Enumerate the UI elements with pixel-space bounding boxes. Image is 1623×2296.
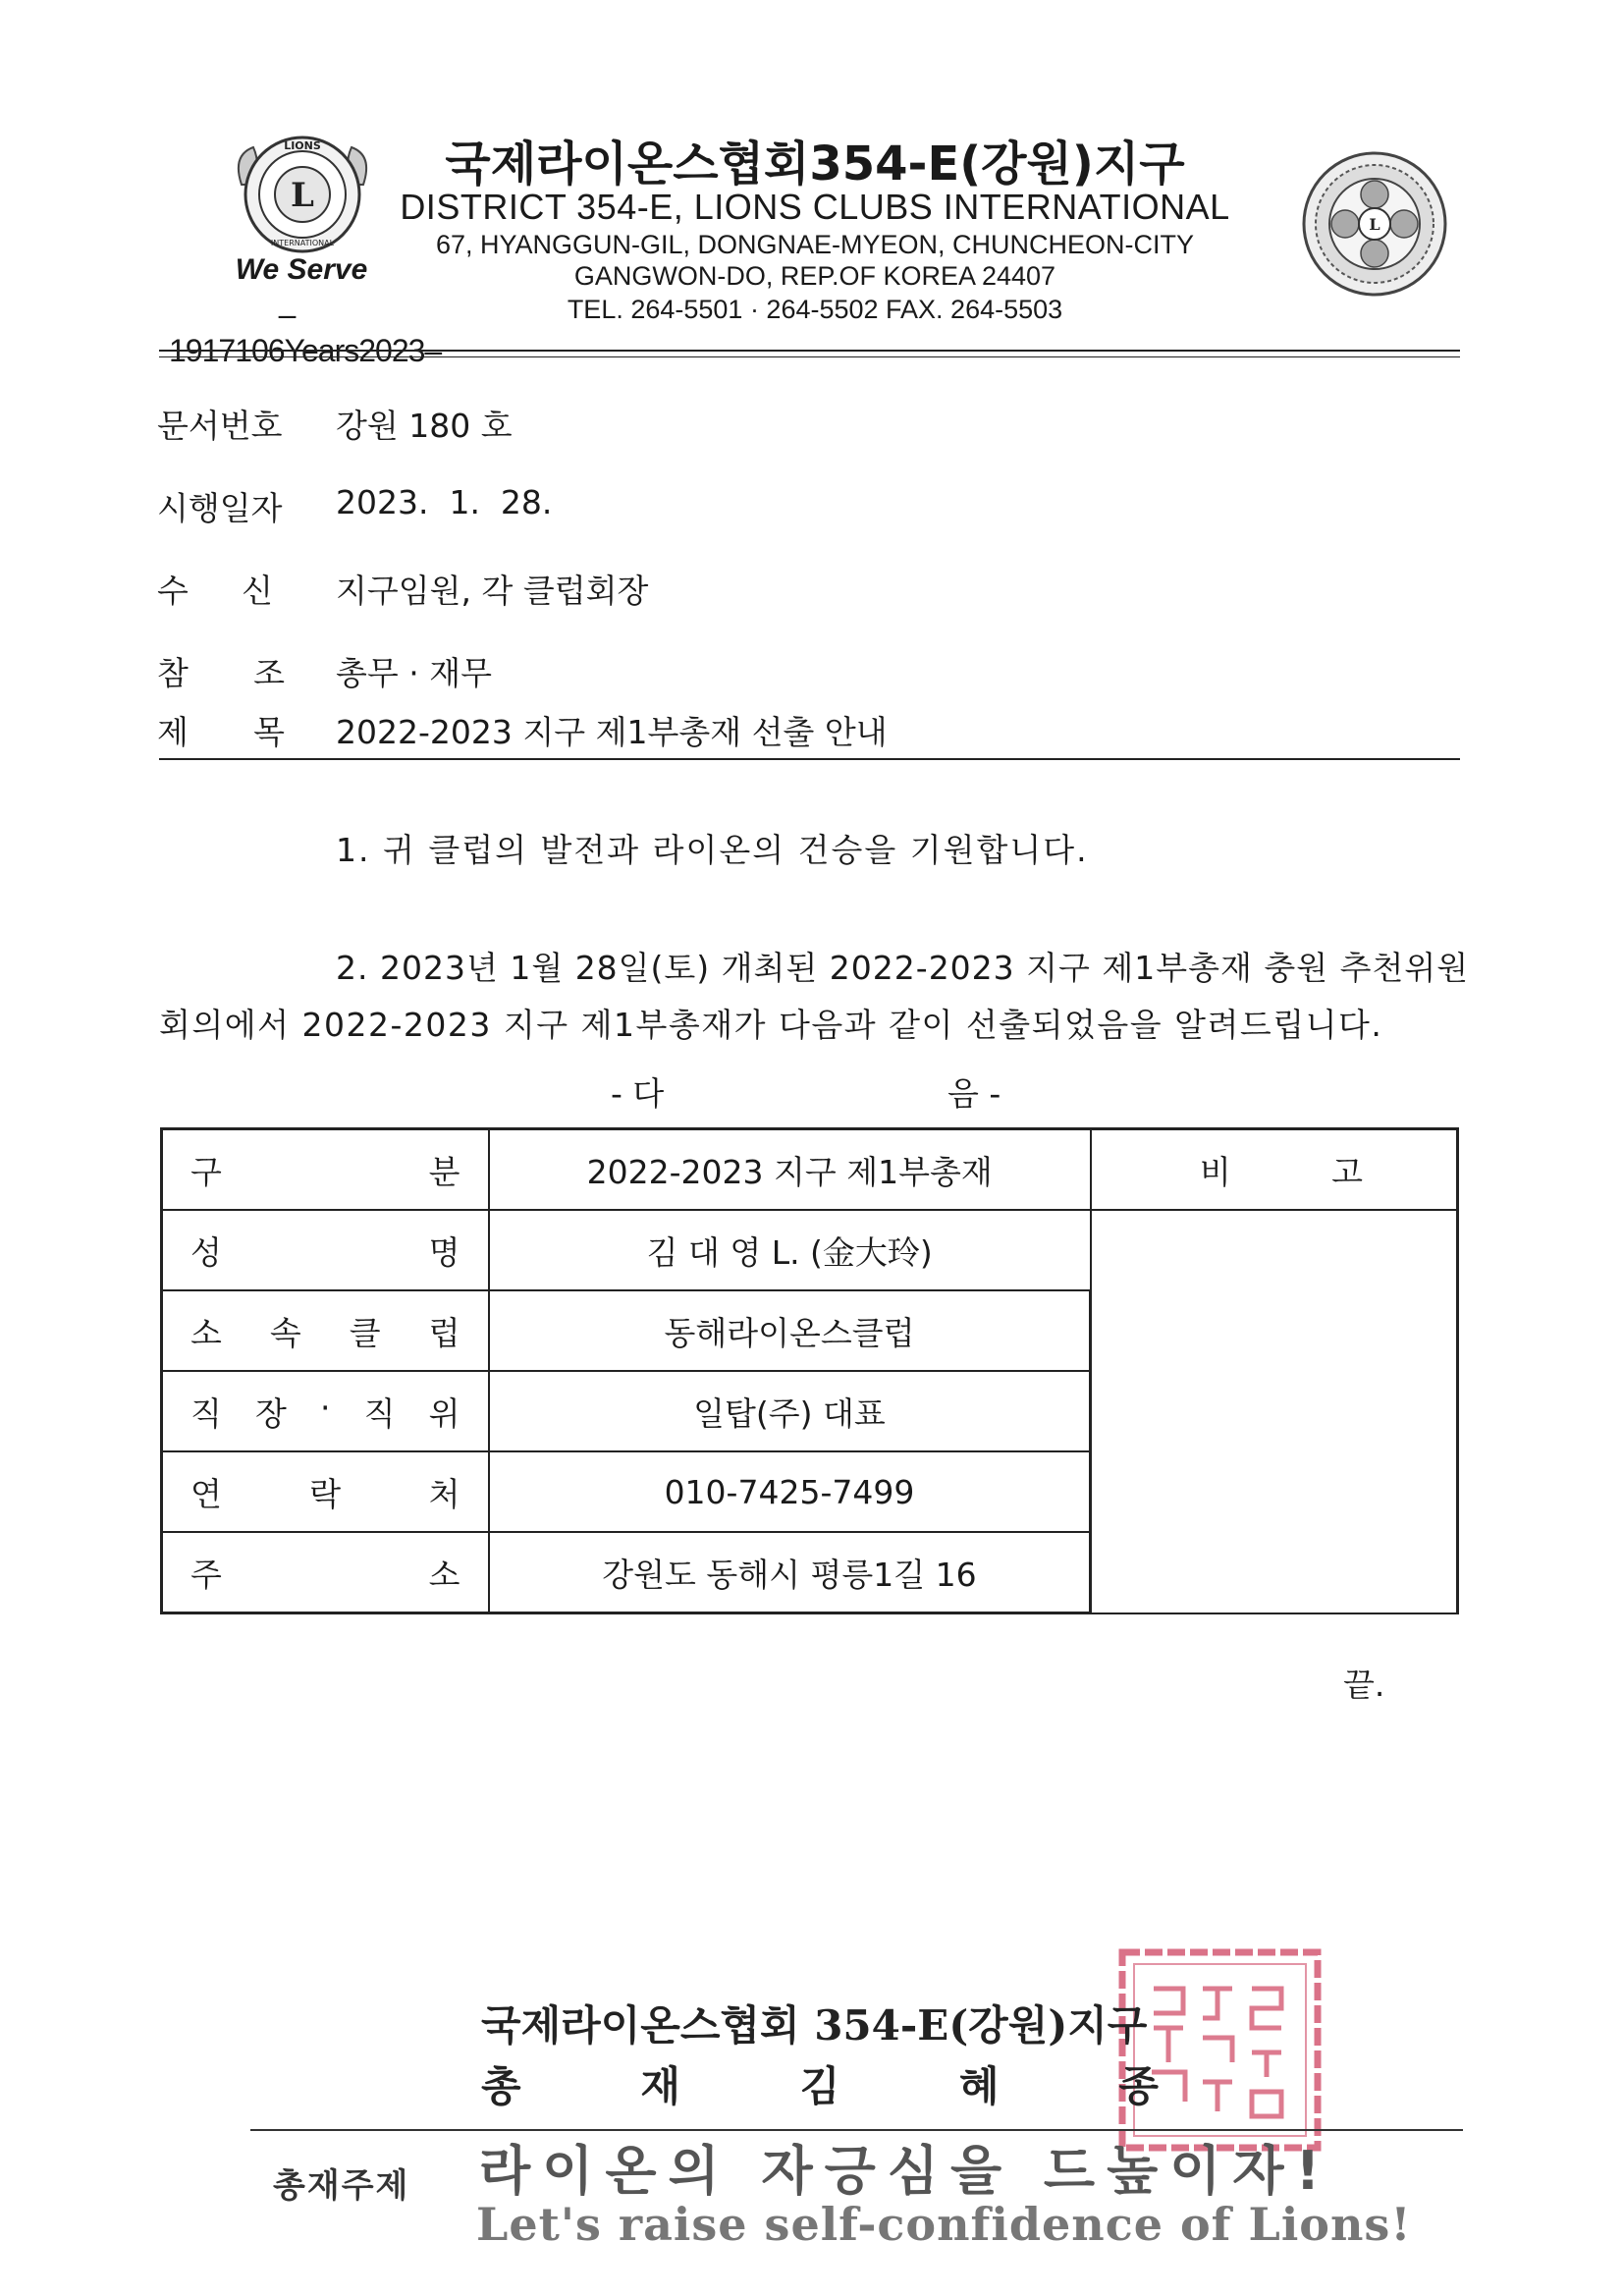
address-value: 강원도 동해시 평릉1길 16 (489, 1532, 1091, 1613)
category-header: 구 분 (190, 1152, 460, 1191)
signature-governor: 총 재 김 혜 종 (481, 2062, 1159, 2110)
svg-text:INTERNATIONAL: INTERNATIONAL (270, 239, 335, 247)
address-line-1: 67, HYANGGUN-GIL, DONGNAE-MYEON, CHUNCHEON-CITY (435, 230, 1195, 259)
subject-divider (159, 758, 1460, 760)
notice-da: - 다 (611, 1074, 665, 1113)
svg-text:L: L (1369, 215, 1380, 234)
notice-eum: 음 - (947, 1074, 1001, 1113)
paragraph-2-line-2: 회의에서 2022-2023 지구 제1부총재가 다음과 같이 선출되었음을 알려드립니다. (159, 1006, 1383, 1044)
motto-english: Let's raise self-confidence of Lions! (476, 2198, 1412, 2251)
occupation-value: 일탑(주) 대표 (489, 1371, 1091, 1451)
telephone-fax: TEL. 264-5501 · 264-5502 FAX. 264-5503 (567, 295, 1063, 324)
occupation-label: 직 장 · 직 위 (190, 1388, 460, 1433)
lions-logo-icon (224, 126, 381, 273)
anniversary-years: –1917106Years2023– (169, 297, 442, 368)
club-value: 동해라이온스클럽 (489, 1290, 1091, 1371)
paragraph-1: 1. 귀 클럽의 발전과 라이온의 건승을 기원합니다. (336, 831, 1089, 869)
date-label: 시행일자 (157, 489, 283, 527)
address-line-2: GANGWON-DO, REP.OF KOREA 24407 (573, 261, 1056, 291)
org-title: 국제라이온스협회354-E(강원)지구 (445, 137, 1185, 191)
signature-organization: 국제라이온스협회 354-E(강원)지구 (481, 2001, 1148, 2050)
subject-label: 제 목 (157, 713, 285, 751)
club-label: 소 속 클 럽 (190, 1313, 460, 1352)
vice-governor-info-table (160, 1127, 1459, 1614)
contact-value: 010-7425-7499 (489, 1451, 1091, 1532)
end-mark: 끝. (1343, 1666, 1385, 1704)
motto-label: 총재주제 (273, 2166, 410, 2206)
svg-text:LIONS: LIONS (284, 139, 321, 152)
remarks-cell (1091, 1210, 1458, 1613)
motto-korean: 라이온의 자긍심을 드높이자! (479, 2140, 1332, 2202)
slogan: We Serve (235, 253, 368, 286)
recipient-label: 수 신 (157, 572, 273, 610)
logo-letter: L (291, 176, 314, 215)
contact-label: 연 락 처 (190, 1474, 460, 1513)
position-header: 2022-2023 지구 제1부총재 (489, 1129, 1091, 1211)
district-emblem-icon (1301, 150, 1448, 298)
subject-value: 2022-2023 지구 제1부총재 선출 안내 (336, 713, 888, 751)
name-value: 김 대 영 L. (金大玲) (489, 1210, 1091, 1290)
header-divider (159, 350, 1460, 357)
org-english-name: DISTRICT 354-E, LIONS CLUBS INTERNATIONAL (400, 187, 1230, 227)
recipient-value: 지구임원, 각 클럽회장 (336, 572, 649, 610)
address-label: 주 소 (190, 1555, 460, 1594)
reference-value: 총무 · 재무 (336, 654, 492, 692)
doc-number-value: 강원 180 호 (336, 407, 513, 445)
remarks-header: 비 고 (1199, 1152, 1363, 1191)
table-header-row (162, 1129, 1458, 1211)
reference-label: 참 조 (157, 654, 285, 692)
date-value: 2023. 1. 28. (336, 483, 553, 521)
doc-number-label: 문서번호 (157, 407, 283, 445)
paragraph-2-line-1: 2. 2023년 1월 28일(토) 개최된 2022-2023 지구 제1부총재 충원 추천위원 (336, 949, 1470, 987)
table-row (162, 1210, 1458, 1290)
name-label: 성 명 (190, 1232, 460, 1272)
